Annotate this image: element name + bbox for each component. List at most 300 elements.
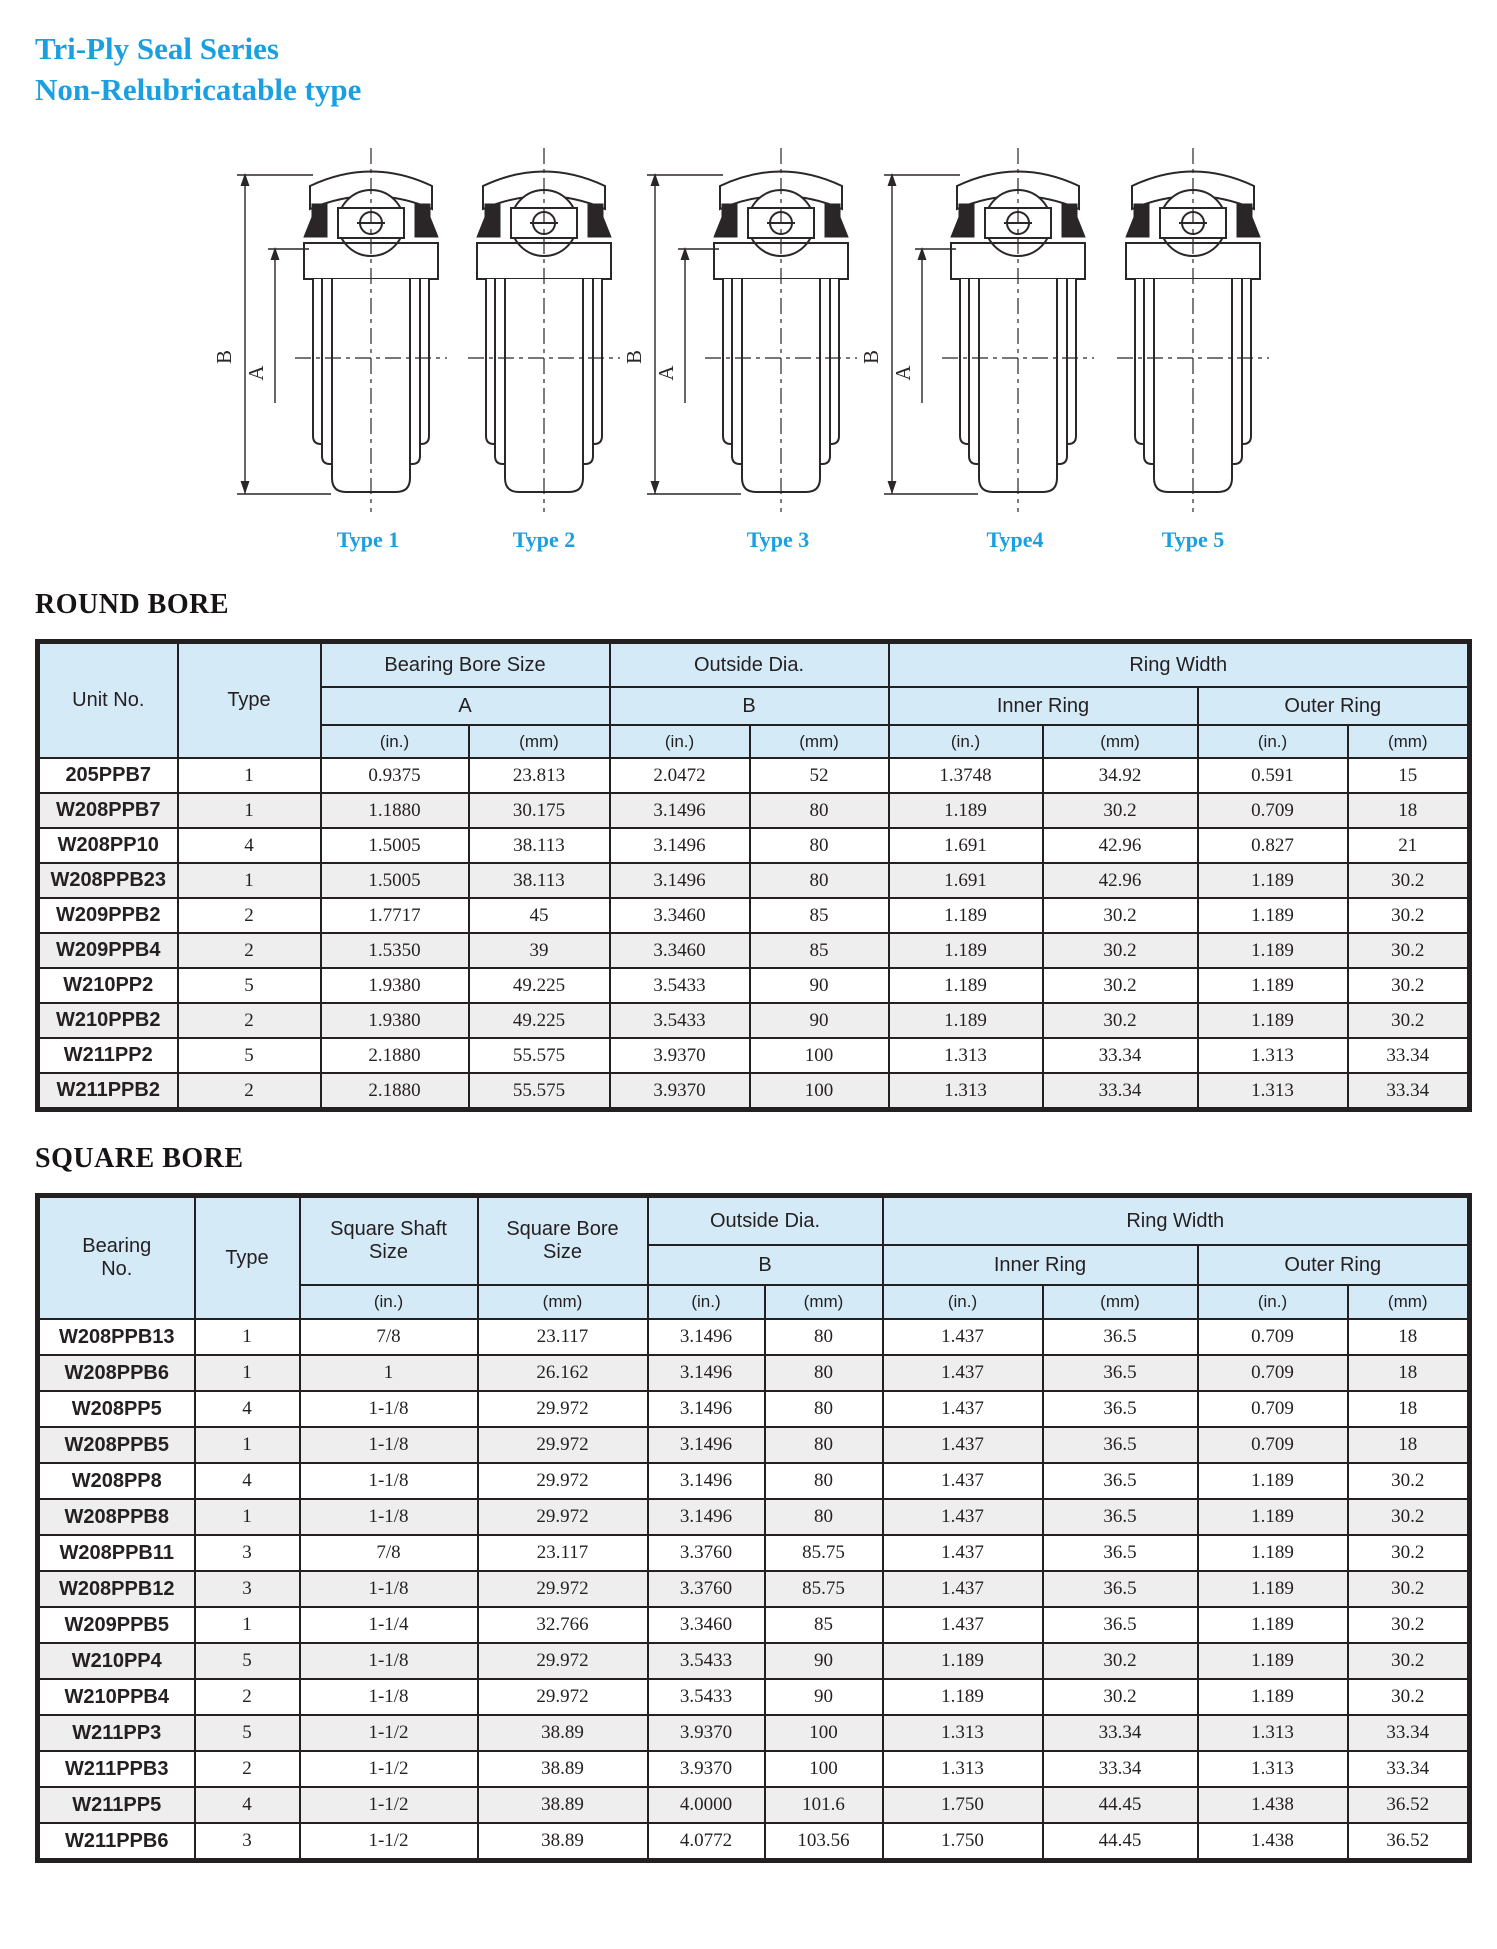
col-outside-dia: Outside Dia.: [648, 1196, 883, 1246]
value-cell: 1-1/2: [300, 1823, 478, 1861]
value-cell: 30.2: [1348, 1535, 1470, 1571]
value-cell: 1.3748: [889, 758, 1043, 793]
value-cell: 1.189: [1198, 1003, 1348, 1038]
unit-no-cell: W208PPB11: [38, 1535, 195, 1571]
table-row: [38, 1319, 1470, 1355]
value-cell: 80: [750, 863, 889, 898]
value-cell: 1.691: [889, 828, 1043, 863]
table-row: [38, 1607, 1470, 1643]
col-b: B: [648, 1245, 883, 1285]
value-cell: 1.437: [883, 1427, 1043, 1463]
value-cell: 36.5: [1043, 1463, 1198, 1499]
table-row: [38, 1391, 1470, 1427]
table-row: [38, 1571, 1470, 1607]
value-cell: 1: [195, 1607, 300, 1643]
value-cell: 36.5: [1043, 1571, 1198, 1607]
value-cell: 30.2: [1348, 863, 1470, 898]
value-cell: 1: [195, 1499, 300, 1535]
value-cell: 30.2: [1348, 1679, 1470, 1715]
value-cell: 1: [178, 863, 321, 898]
value-cell: 3: [195, 1535, 300, 1571]
value-cell: 80: [765, 1391, 883, 1427]
value-cell: 85: [750, 898, 889, 933]
value-cell: 1.437: [883, 1319, 1043, 1355]
unit-no-cell: W208PPB13: [38, 1319, 195, 1355]
value-cell: 36.5: [1043, 1391, 1198, 1427]
value-cell: 3.1496: [648, 1463, 765, 1499]
value-cell: 55.575: [469, 1073, 610, 1110]
value-cell: 30.2: [1348, 968, 1470, 1003]
value-cell: 0.709: [1198, 1391, 1348, 1427]
col-unit-no: Unit No.: [38, 642, 178, 759]
table-row: [38, 1355, 1470, 1391]
value-cell: 2: [178, 1073, 321, 1110]
value-cell: 36.5: [1043, 1427, 1198, 1463]
value-cell: 32.766: [478, 1607, 648, 1643]
value-cell: 36.5: [1043, 1499, 1198, 1535]
value-cell: 38.89: [478, 1787, 648, 1823]
unit-no-cell: W209PPB2: [38, 898, 178, 933]
value-cell: 85: [750, 933, 889, 968]
value-cell: 2.1880: [321, 1073, 469, 1110]
value-cell: 29.972: [478, 1427, 648, 1463]
value-cell: 30.2: [1043, 1003, 1198, 1038]
table-row: [38, 1427, 1470, 1463]
value-cell: 3.3760: [648, 1571, 765, 1607]
type-3-label: Type 3: [746, 527, 810, 552]
value-cell: 30.2: [1043, 933, 1198, 968]
value-cell: 4.0000: [648, 1787, 765, 1823]
value-cell: 1.313: [1198, 1038, 1348, 1073]
value-cell: 2: [195, 1751, 300, 1787]
value-cell: 33.34: [1348, 1715, 1470, 1751]
value-cell: 7/8: [300, 1535, 478, 1571]
value-cell: 38.113: [469, 828, 610, 863]
value-cell: 33.34: [1348, 1751, 1470, 1787]
value-cell: 1: [195, 1319, 300, 1355]
value-cell: 85.75: [765, 1535, 883, 1571]
square-bore-table-body: [38, 1319, 1470, 1861]
value-cell: 1.189: [1198, 898, 1348, 933]
table-row: [38, 968, 1470, 1003]
value-cell: 52: [750, 758, 889, 793]
value-cell: 1.9380: [321, 1003, 469, 1038]
value-cell: 1: [195, 1427, 300, 1463]
bearing-diagram-type-3: [623, 145, 863, 515]
unit-no-cell: W211PPB2: [38, 1073, 178, 1110]
col-b-in: (in.): [610, 725, 750, 758]
value-cell: 1.189: [1198, 968, 1348, 1003]
round-bore-table: [35, 639, 1472, 1112]
bearing-diagram-type-4: [860, 145, 1100, 515]
unit-no-cell: W210PPB4: [38, 1679, 195, 1715]
value-cell: 100: [765, 1751, 883, 1787]
value-cell: 4: [178, 828, 321, 863]
value-cell: 26.162: [478, 1355, 648, 1391]
value-cell: 18: [1348, 793, 1470, 828]
col-ring-width: Ring Width: [883, 1196, 1470, 1246]
table-row: [38, 1499, 1470, 1535]
value-cell: 33.34: [1043, 1073, 1198, 1110]
value-cell: 1.750: [883, 1823, 1043, 1861]
value-cell: 1: [300, 1355, 478, 1391]
square-bore-heading: SQUARE BORE: [35, 1143, 244, 1174]
col-square-shaft-size: [300, 1196, 478, 1286]
unit-no-cell: W208PP10: [38, 828, 178, 863]
value-cell: 80: [765, 1427, 883, 1463]
table-row: [38, 758, 1470, 793]
value-cell: 1.7717: [321, 898, 469, 933]
unit-no-cell: W208PPB8: [38, 1499, 195, 1535]
unit-no-cell: W208PPB6: [38, 1355, 195, 1391]
round-bore-table-body: [38, 758, 1470, 1110]
round-bore-table-header: [38, 642, 1470, 759]
value-cell: 1.1880: [321, 793, 469, 828]
value-cell: 1.437: [883, 1463, 1043, 1499]
value-cell: 34.92: [1043, 758, 1198, 793]
value-cell: 29.972: [478, 1679, 648, 1715]
value-cell: 80: [765, 1355, 883, 1391]
value-cell: 1.313: [1198, 1073, 1348, 1110]
col-a-in: (in.): [321, 725, 469, 758]
value-cell: 1.189: [1198, 1571, 1348, 1607]
value-cell: 1.313: [883, 1715, 1043, 1751]
value-cell: 3.3460: [648, 1607, 765, 1643]
value-cell: 1.437: [883, 1607, 1043, 1643]
value-cell: 1.189: [1198, 933, 1348, 968]
value-cell: 3: [195, 1571, 300, 1607]
col-bearing-bore-size: Bearing Bore Size: [321, 642, 610, 688]
unit-no-cell: W208PPB5: [38, 1427, 195, 1463]
value-cell: 30.2: [1043, 898, 1198, 933]
col-square-bore-size-label: Square Bore Size: [506, 1218, 619, 1263]
value-cell: 3.1496: [648, 1427, 765, 1463]
value-cell: 1.189: [1198, 1679, 1348, 1715]
value-cell: 1.189: [889, 968, 1043, 1003]
bearing-diagram-type-5: [1113, 145, 1273, 515]
value-cell: 1-1/8: [300, 1427, 478, 1463]
value-cell: 85.75: [765, 1571, 883, 1607]
value-cell: 44.45: [1043, 1823, 1198, 1861]
unit-no-cell: W208PP8: [38, 1463, 195, 1499]
value-cell: 3.9370: [610, 1038, 750, 1073]
value-cell: 30.2: [1043, 968, 1198, 1003]
value-cell: 55.575: [469, 1038, 610, 1073]
value-cell: 1.189: [889, 933, 1043, 968]
value-cell: 80: [765, 1319, 883, 1355]
value-cell: 1.189: [1198, 1463, 1348, 1499]
value-cell: 3.1496: [648, 1391, 765, 1427]
type-4-label: Type4: [986, 527, 1044, 552]
table-row: [38, 898, 1470, 933]
value-cell: 3.5433: [648, 1679, 765, 1715]
value-cell: 1.313: [883, 1751, 1043, 1787]
value-cell: 45: [469, 898, 610, 933]
unit-no-cell: W208PPB23: [38, 863, 178, 898]
value-cell: 2: [178, 898, 321, 933]
value-cell: 1.189: [889, 898, 1043, 933]
value-cell: 1.5005: [321, 863, 469, 898]
unit-no-cell: W210PP2: [38, 968, 178, 1003]
unit-no-cell: W209PPB5: [38, 1607, 195, 1643]
value-cell: 2: [178, 1003, 321, 1038]
value-cell: 1.313: [1198, 1715, 1348, 1751]
value-cell: 5: [195, 1643, 300, 1679]
value-cell: 1.313: [889, 1073, 1043, 1110]
value-cell: 23.813: [469, 758, 610, 793]
value-cell: 1.189: [1198, 1607, 1348, 1643]
value-cell: 39: [469, 933, 610, 968]
value-cell: 1-1/8: [300, 1463, 478, 1499]
unit-no-cell: W210PPB2: [38, 1003, 178, 1038]
value-cell: 30.2: [1348, 1003, 1470, 1038]
unit-no-cell: W211PPB6: [38, 1823, 195, 1861]
value-cell: 1-1/2: [300, 1715, 478, 1751]
value-cell: 1.5350: [321, 933, 469, 968]
value-cell: 36.52: [1348, 1787, 1470, 1823]
value-cell: 3.1496: [610, 793, 750, 828]
table-row: [38, 1003, 1470, 1038]
value-cell: 1.437: [883, 1391, 1043, 1427]
table-row: [38, 1679, 1470, 1715]
value-cell: 1.437: [883, 1535, 1043, 1571]
col-outside-dia: Outside Dia.: [610, 642, 889, 688]
col-type: Type: [195, 1196, 300, 1320]
col-bearing-no: [38, 1196, 195, 1320]
type-5-label: Type 5: [1161, 527, 1225, 552]
unit-no-cell: W211PPB3: [38, 1751, 195, 1787]
value-cell: 101.6: [765, 1787, 883, 1823]
value-cell: 100: [750, 1038, 889, 1073]
col-or-mm: (mm): [1348, 1285, 1470, 1319]
value-cell: 1.438: [1198, 1787, 1348, 1823]
col-square-bore-size: [478, 1196, 648, 1286]
value-cell: 3.3760: [648, 1535, 765, 1571]
value-cell: 33.34: [1348, 1038, 1470, 1073]
value-cell: 1.9380: [321, 968, 469, 1003]
value-cell: 30.2: [1348, 933, 1470, 968]
value-cell: 1.189: [1198, 1499, 1348, 1535]
bearing-diagrams: [0, 0, 1497, 560]
value-cell: 36.52: [1348, 1823, 1470, 1861]
value-cell: 0.591: [1198, 758, 1348, 793]
table-row: [38, 863, 1470, 898]
value-cell: 0.709: [1198, 793, 1348, 828]
col-a-mm: (mm): [469, 725, 610, 758]
value-cell: 80: [750, 828, 889, 863]
value-cell: 1-1/8: [300, 1499, 478, 1535]
value-cell: 3.1496: [610, 863, 750, 898]
value-cell: 3.1496: [648, 1319, 765, 1355]
value-cell: 103.56: [765, 1823, 883, 1861]
value-cell: 18: [1348, 1427, 1470, 1463]
value-cell: 85: [765, 1607, 883, 1643]
col-shaft-in: (in.): [300, 1285, 478, 1319]
col-b-mm: (mm): [765, 1285, 883, 1319]
value-cell: 36.5: [1043, 1319, 1198, 1355]
col-square-shaft-size-label: Square Shaft Size: [330, 1218, 447, 1263]
col-type: Type: [178, 642, 321, 759]
unit-no-cell: W209PPB4: [38, 933, 178, 968]
round-bore-heading: ROUND BORE: [35, 589, 230, 620]
value-cell: 36.5: [1043, 1355, 1198, 1391]
value-cell: 1.189: [883, 1643, 1043, 1679]
value-cell: 3.3460: [610, 898, 750, 933]
value-cell: 30.2: [1348, 1571, 1470, 1607]
unit-no-cell: W208PPB7: [38, 793, 178, 828]
value-cell: 1.313: [1198, 1751, 1348, 1787]
col-a: A: [321, 687, 610, 725]
value-cell: 30.2: [1348, 1643, 1470, 1679]
col-b-mm: (mm): [750, 725, 889, 758]
unit-no-cell: W211PP3: [38, 1715, 195, 1751]
value-cell: 0.9375: [321, 758, 469, 793]
value-cell: 80: [765, 1463, 883, 1499]
value-cell: 0.709: [1198, 1319, 1348, 1355]
value-cell: 100: [750, 1073, 889, 1110]
value-cell: 4: [195, 1463, 300, 1499]
value-cell: 1.189: [1198, 1643, 1348, 1679]
value-cell: 30.2: [1043, 793, 1198, 828]
value-cell: 49.225: [469, 1003, 610, 1038]
value-cell: 1: [178, 758, 321, 793]
value-cell: 3.9370: [648, 1751, 765, 1787]
value-cell: 1.750: [883, 1787, 1043, 1823]
value-cell: 5: [195, 1715, 300, 1751]
value-cell: 0.709: [1198, 1427, 1348, 1463]
col-ir-mm: (mm): [1043, 1285, 1198, 1319]
type-2-label: Type 2: [512, 527, 576, 552]
value-cell: 3.1496: [610, 828, 750, 863]
value-cell: 29.972: [478, 1571, 648, 1607]
value-cell: 1.189: [889, 1003, 1043, 1038]
col-or-mm: (mm): [1348, 725, 1470, 758]
value-cell: 33.34: [1043, 1038, 1198, 1073]
col-b: B: [610, 687, 889, 725]
table-row: [38, 793, 1470, 828]
value-cell: 90: [750, 1003, 889, 1038]
table-row: [38, 1787, 1470, 1823]
value-cell: 3.1496: [648, 1355, 765, 1391]
value-cell: 90: [750, 968, 889, 1003]
value-cell: 1.691: [889, 863, 1043, 898]
value-cell: 42.96: [1043, 863, 1198, 898]
value-cell: 1-1/2: [300, 1787, 478, 1823]
value-cell: 1-1/8: [300, 1391, 478, 1427]
value-cell: 3.9370: [648, 1715, 765, 1751]
value-cell: 2.1880: [321, 1038, 469, 1073]
value-cell: 1-1/8: [300, 1643, 478, 1679]
value-cell: 3.3460: [610, 933, 750, 968]
value-cell: 38.89: [478, 1751, 648, 1787]
col-ir-in: (in.): [889, 725, 1043, 758]
unit-no-cell: W211PP5: [38, 1787, 195, 1823]
type-1-label: Type 1: [336, 527, 400, 552]
col-bore-mm: (mm): [478, 1285, 648, 1319]
value-cell: 3.9370: [610, 1073, 750, 1110]
value-cell: 3.1496: [648, 1499, 765, 1535]
value-cell: 29.972: [478, 1463, 648, 1499]
value-cell: 1.437: [883, 1571, 1043, 1607]
value-cell: 1.189: [1198, 1535, 1348, 1571]
value-cell: 5: [178, 1038, 321, 1073]
value-cell: 1.189: [883, 1679, 1043, 1715]
value-cell: 1-1/8: [300, 1571, 478, 1607]
value-cell: 1.5005: [321, 828, 469, 863]
value-cell: 4.0772: [648, 1823, 765, 1861]
value-cell: 29.972: [478, 1499, 648, 1535]
value-cell: 33.34: [1043, 1715, 1198, 1751]
value-cell: 49.225: [469, 968, 610, 1003]
table-row: [38, 1073, 1470, 1110]
value-cell: 90: [765, 1679, 883, 1715]
value-cell: 38.113: [469, 863, 610, 898]
value-cell: 5: [178, 968, 321, 1003]
value-cell: 38.89: [478, 1715, 648, 1751]
value-cell: 1: [178, 793, 321, 828]
unit-no-cell: W210PP4: [38, 1643, 195, 1679]
page-title-line1: Tri-Ply Seal Series: [35, 31, 279, 66]
table-row: [38, 1643, 1470, 1679]
value-cell: 100: [765, 1715, 883, 1751]
value-cell: 15: [1348, 758, 1470, 793]
value-cell: 2: [178, 933, 321, 968]
value-cell: 42.96: [1043, 828, 1198, 863]
col-ring-width: Ring Width: [889, 642, 1470, 688]
bearing-diagram-type-2: [464, 145, 624, 515]
value-cell: 33.34: [1348, 1073, 1470, 1110]
value-cell: 4: [195, 1391, 300, 1427]
value-cell: 4: [195, 1787, 300, 1823]
value-cell: 0.827: [1198, 828, 1348, 863]
value-cell: 36.5: [1043, 1535, 1198, 1571]
unit-no-cell: W208PPB12: [38, 1571, 195, 1607]
value-cell: 2.0472: [610, 758, 750, 793]
value-cell: 44.45: [1043, 1787, 1198, 1823]
value-cell: 29.972: [478, 1643, 648, 1679]
value-cell: 23.117: [478, 1319, 648, 1355]
value-cell: 29.972: [478, 1391, 648, 1427]
value-cell: 18: [1348, 1391, 1470, 1427]
value-cell: 1-1/2: [300, 1751, 478, 1787]
value-cell: 0.709: [1198, 1355, 1348, 1391]
unit-no-cell: W208PP5: [38, 1391, 195, 1427]
col-ir-mm: (mm): [1043, 725, 1198, 758]
value-cell: 1.437: [883, 1499, 1043, 1535]
table-row: [38, 828, 1470, 863]
table-row: [38, 1535, 1470, 1571]
unit-no-cell: 205PPB7: [38, 758, 178, 793]
col-bearing-no-label: Bearing No.: [82, 1235, 152, 1280]
value-cell: 36.5: [1043, 1607, 1198, 1643]
value-cell: 1-1/8: [300, 1679, 478, 1715]
bearing-diagram-type-1: [213, 145, 453, 515]
unit-no-cell: W211PP2: [38, 1038, 178, 1073]
value-cell: 1.437: [883, 1355, 1043, 1391]
col-or-in: (in.): [1198, 725, 1348, 758]
col-inner-ring: Inner Ring: [889, 687, 1198, 725]
value-cell: 30.2: [1348, 1463, 1470, 1499]
value-cell: 3.5433: [610, 968, 750, 1003]
table-row: [38, 933, 1470, 968]
value-cell: 30.2: [1348, 1499, 1470, 1535]
col-b-in: (in.): [648, 1285, 765, 1319]
value-cell: 18: [1348, 1319, 1470, 1355]
table-row: [38, 1715, 1470, 1751]
col-or-in: (in.): [1198, 1285, 1348, 1319]
value-cell: 21: [1348, 828, 1470, 863]
table-row: [38, 1038, 1470, 1073]
